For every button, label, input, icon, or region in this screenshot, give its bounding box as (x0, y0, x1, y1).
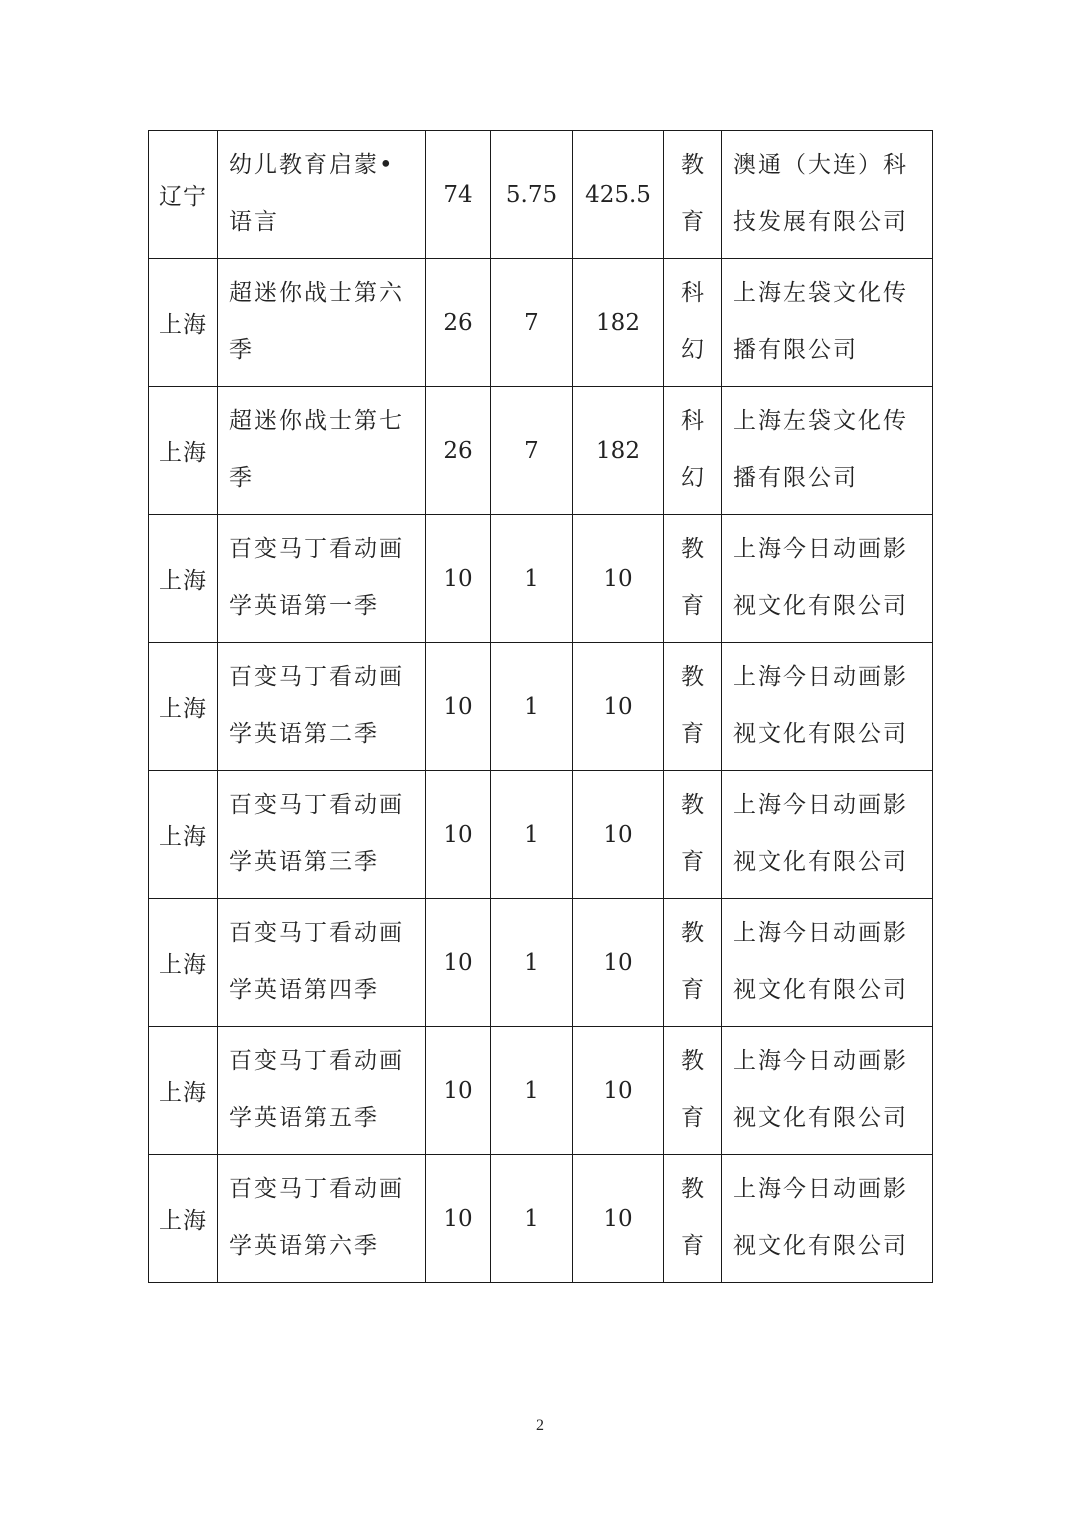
title-cell (218, 1155, 426, 1283)
table-row (149, 1027, 933, 1155)
table-row (149, 1155, 933, 1283)
genre-cell (664, 771, 722, 899)
minutes-per-episode-cell: 5.75 (491, 131, 573, 259)
episodes-cell: 10 (426, 1155, 491, 1283)
province-cell: 上海 (149, 771, 218, 899)
title-cell (218, 1027, 426, 1155)
genre-cell (664, 899, 722, 1027)
company-cell (722, 1027, 933, 1155)
genre-cell-text: 科幻 (681, 280, 704, 363)
company-cell (722, 771, 933, 899)
company-cell-text: 澳通（大连）科技发展有限公司 (733, 152, 908, 235)
table-row (149, 643, 933, 771)
company-cell (722, 899, 933, 1027)
total-minutes-cell: 10 (573, 643, 664, 771)
province-cell: 上海 (149, 1155, 218, 1283)
genre-cell (664, 1027, 722, 1155)
genre-cell (664, 387, 722, 515)
province-cell: 上海 (149, 643, 218, 771)
genre-cell (664, 643, 722, 771)
company-cell-text: 上海今日动画影视文化有限公司 (733, 1176, 908, 1259)
province-cell: 辽宁 (149, 131, 218, 259)
genre-cell (664, 1155, 722, 1283)
province-cell: 上海 (149, 387, 218, 515)
title-cell-text: 百变马丁看动画学英语第五季 (229, 1048, 404, 1131)
title-cell-text: 百变马丁看动画学英语第一季 (229, 536, 404, 619)
title-cell (218, 131, 426, 259)
genre-cell-text: 教育 (681, 792, 704, 875)
province-cell: 上海 (149, 899, 218, 1027)
episodes-cell: 10 (426, 899, 491, 1027)
title-cell (218, 515, 426, 643)
company-cell (722, 131, 933, 259)
animation-listing-table (148, 130, 933, 1283)
table-row (149, 259, 933, 387)
genre-cell-text: 教育 (681, 536, 704, 619)
company-cell-text: 上海今日动画影视文化有限公司 (733, 664, 908, 747)
table-row (149, 515, 933, 643)
table-row (149, 387, 933, 515)
genre-cell (664, 259, 722, 387)
table-row (149, 131, 933, 259)
company-cell (722, 643, 933, 771)
genre-cell-text: 教育 (681, 1176, 704, 1259)
episodes-cell: 10 (426, 771, 491, 899)
genre-cell (664, 131, 722, 259)
province-cell: 上海 (149, 1027, 218, 1155)
table-row (149, 899, 933, 1027)
title-cell-text: 超迷你战士第七季 (229, 408, 404, 491)
total-minutes-cell: 10 (573, 771, 664, 899)
total-minutes-cell: 425.5 (573, 131, 664, 259)
title-cell-text: 百变马丁看动画学英语第四季 (229, 920, 404, 1003)
episodes-cell: 10 (426, 1027, 491, 1155)
genre-cell-text: 教育 (681, 920, 704, 1003)
total-minutes-cell: 10 (573, 1027, 664, 1155)
genre-cell-text: 教育 (681, 664, 704, 747)
company-cell (722, 387, 933, 515)
minutes-per-episode-cell: 1 (491, 1027, 573, 1155)
episodes-cell: 26 (426, 259, 491, 387)
total-minutes-cell: 182 (573, 387, 664, 515)
table-body (149, 131, 933, 1283)
title-cell (218, 387, 426, 515)
episodes-cell: 74 (426, 131, 491, 259)
company-cell-text: 上海左袋文化传播有限公司 (733, 408, 908, 491)
minutes-per-episode-cell: 1 (491, 899, 573, 1027)
episodes-cell: 10 (426, 515, 491, 643)
title-cell (218, 771, 426, 899)
minutes-per-episode-cell: 1 (491, 771, 573, 899)
province-cell: 上海 (149, 515, 218, 643)
total-minutes-cell: 10 (573, 515, 664, 643)
title-cell-text: 百变马丁看动画学英语第三季 (229, 792, 404, 875)
company-cell-text: 上海今日动画影视文化有限公司 (733, 1048, 908, 1131)
genre-cell-text: 教育 (681, 1048, 704, 1131)
title-cell (218, 643, 426, 771)
genre-cell-text: 科幻 (681, 408, 704, 491)
title-cell (218, 259, 426, 387)
total-minutes-cell: 10 (573, 899, 664, 1027)
episodes-cell: 26 (426, 387, 491, 515)
page-number: 2 (536, 1417, 544, 1434)
genre-cell-text: 教育 (681, 152, 704, 235)
title-cell-text: 超迷你战士第六季 (229, 280, 404, 363)
company-cell-text: 上海今日动画影视文化有限公司 (733, 920, 908, 1003)
company-cell-text: 上海今日动画影视文化有限公司 (733, 792, 908, 875)
title-cell-text: 百变马丁看动画学英语第六季 (229, 1176, 404, 1259)
company-cell (722, 1155, 933, 1283)
title-cell-text: 百变马丁看动画学英语第二季 (229, 664, 404, 747)
total-minutes-cell: 182 (573, 259, 664, 387)
company-cell (722, 259, 933, 387)
title-cell (218, 899, 426, 1027)
title-cell-text: 幼儿教育启蒙•语言 (229, 152, 395, 235)
genre-cell (664, 515, 722, 643)
minutes-per-episode-cell: 7 (491, 387, 573, 515)
minutes-per-episode-cell: 7 (491, 259, 573, 387)
table-row (149, 771, 933, 899)
minutes-per-episode-cell: 1 (491, 1155, 573, 1283)
company-cell-text: 上海今日动画影视文化有限公司 (733, 536, 908, 619)
episodes-cell: 10 (426, 643, 491, 771)
province-cell: 上海 (149, 259, 218, 387)
total-minutes-cell: 10 (573, 1155, 664, 1283)
minutes-per-episode-cell: 1 (491, 643, 573, 771)
company-cell (722, 515, 933, 643)
company-cell-text: 上海左袋文化传播有限公司 (733, 280, 908, 363)
minutes-per-episode-cell: 1 (491, 515, 573, 643)
